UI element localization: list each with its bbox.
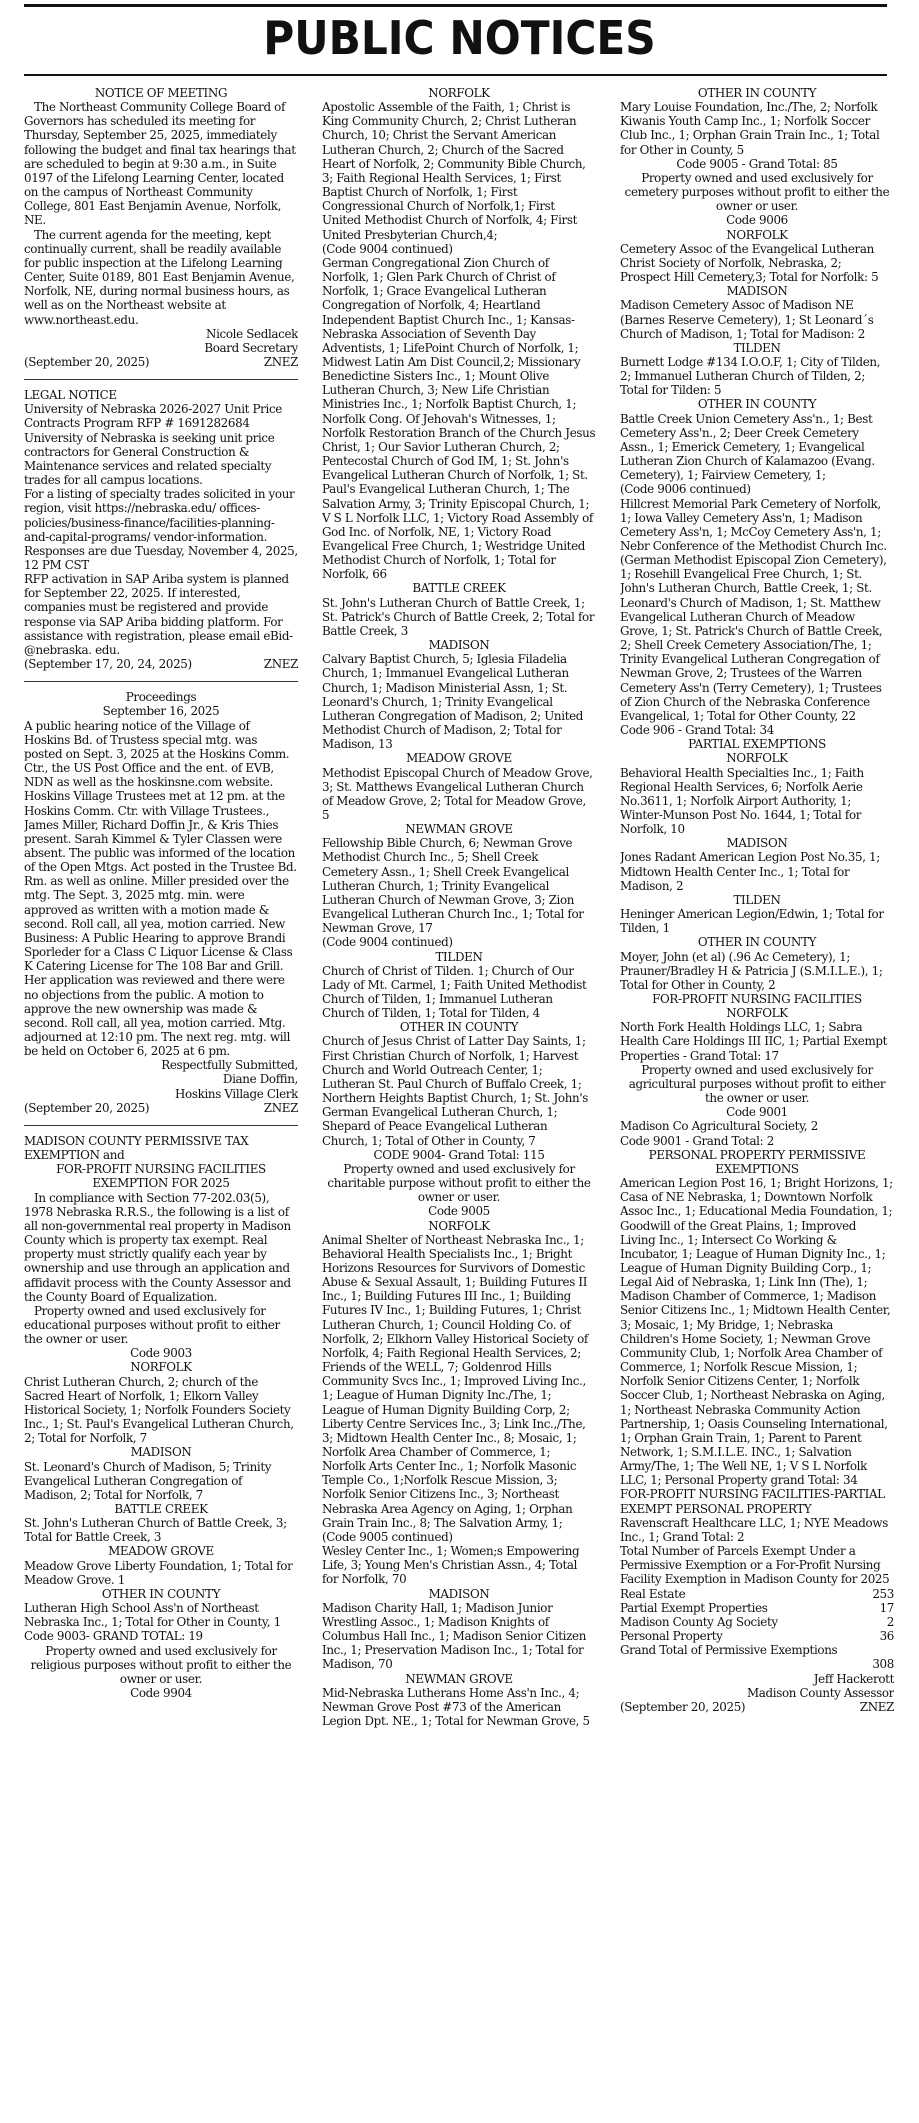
publish-code: ZNEZ	[263, 1100, 298, 1115]
publish-date: (September 20, 2025)	[24, 1100, 150, 1115]
section-text: Madison Charity Hall, 1; Madison Junior Wrestling Assoc., 1; Madison Knights of Columbus Hall Inc., 1; Madison Senior Citizen Inc., 1; Preservation Madison Inc., 1; Total for Madison, 70	[322, 1600, 587, 1672]
section-text: Christ Lutheran Church, 2; church of the Sacred Heart of Norfolk, 1; Elkorn Valley Historical Society, 1; Norfolk Founders Society Inc., 1; St. Paul's Evangelical Lutheran Church, 2; Total for Norfolk, 7	[24, 1374, 294, 1446]
section-heading: PERSONAL PROPERTY PERMISSIVE EXEMPTIONS	[648, 1147, 866, 1176]
column-1	[24, 86, 298, 2116]
section-text: Burnett Lodge #134 I.O.O.F, 1; City of Tilden, 2; Immanuel Lutheran Church of Tilden, 2; Total for Tilden: 5	[620, 354, 881, 398]
section-heading: BATTLE CREEK	[114, 1502, 208, 1516]
section-text: American Legion Post 16, 1; Bright Horizons, 1; Casa of NE Nebraska, 1; Downtown Norfolk Assoc Inc., 1; Educational Media Foundation, 1; Goodwill of the Great Plains, 1; Improved Living Inc., 1; Intersect Co Working & Incubator, 1; League of Human Dignity Inc., 1; League of Human Dignity Building Corp., 1; Legal Aid of Nebraska, 1; Link Inn (The), 1; Madison Chamber of Commerce, 1; Madison Senior Citizens Inc., 1; Midtown Health Center, 3; Mosaic, 1; My Bridge, 1; Nebraska Children's Home Society, 1; Newman Grove Community Club, 1; Norfolk Area Chamber of Commerce, 1; Norfolk Rescue Mission, 1; Norfolk Senior Citizens Center, 1; Norfolk Soccer Club, 1; Northeast Nebraska on Aging, 1; Northeast Nebraska Community Action Partnership, 1; Oasis Counseling International, 1; Orphan Grain Train, 1; Parent to Parent Network, 1; S.M.I.L.E. INC., 1; Salvation Army/The, 1; The Well NE, 1; V S L Norfolk LLC, 1; Personal Property grand Total: 34	[620, 1176, 893, 1488]
section-text: Madison Co Agricultural Society, 2	[620, 1119, 818, 1134]
section-text: Mary Louise Foundation, Inc./The, 2; Norfolk Kiwanis Youth Camp Inc., 1; Norfolk Soccer Club Inc., 1; Orphan Grain Train Inc., 1; Total for Other in County, 5	[620, 100, 880, 157]
total-row	[620, 1587, 894, 1601]
section-text: Cemetery Assoc of the Evangelical Lutheran Christ Society of Norfolk, Nebraska, 2; Prospect Hill Cemetery,3; Total for Norfolk: 5	[620, 241, 879, 285]
section-heading: NEWMAN GROVE	[405, 1671, 513, 1686]
section-text: Calvary Baptist Church, 5; Iglesia Filadelia Church, 1; Immanuel Evangelical Lutheran Church, 1; Madison Ministerial Assn, 1; St. Leonard's Church, 1; Trinity Evangelical Lutheran Congregation of Madison, 2; United Methodist Church of Madison, 2; Total for Madison, 13	[322, 652, 584, 752]
signature-name: Jeff Hackerott	[813, 1671, 894, 1686]
notice-columns	[24, 86, 896, 2116]
section-text: Heninger American Legion/Edwin, 1; Total for Tilden, 1	[620, 907, 884, 936]
code-heading: Code 9006	[726, 213, 788, 228]
section-heading: NORFOLK	[726, 1006, 788, 1021]
section-text: Lutheran High School Ass'n of Northeast Nebraska Inc., 1; Total for Other in County, 1	[24, 1601, 281, 1630]
section-text: St. John's Lutheran Church of Battle Creek, 1; St. Patrick's Church of Battle Creek, 2; Total for Battle Creek, 3	[322, 595, 595, 638]
section-heading: PARTIAL EXEMPTIONS	[688, 737, 826, 752]
section-heading: NORFOLK	[726, 751, 788, 766]
signature-title: Board Secretary	[204, 340, 298, 355]
section-heading: NORFOLK	[428, 86, 490, 100]
section-heading: OTHER IN COUNTY	[697, 86, 817, 100]
notice-paragraph: University of Nebraska 2026-2027 Unit Price Contracts Program RFP # 1691282684	[24, 402, 282, 431]
section-heading: FOR-PROFIT NURSING FACILITIES-PARTIAL EXEMPT PERSONAL PROPERTY	[620, 1487, 885, 1516]
section-heading: OTHER IN COUNTY	[101, 1586, 221, 1601]
section-heading: MADISON	[130, 1445, 192, 1460]
total-value: 17	[879, 1600, 894, 1615]
notice-paragraph: The Northeast Community College Board of Governors has scheduled its meeting for Thursday, September 25, 2025, immediately following the budget and final tax hearings that are scheduled to begin at 9:30 a.m., in Suite 0197 of the Lifelong Learning Center, located on the campus of Northeast Community College, 801 East Benjamin Avenue, Norfolk, NE.	[24, 100, 296, 228]
column-2	[322, 86, 596, 2116]
grand-total-value: 308	[872, 1657, 894, 1672]
notice-paragraph: Property owned and used exclusively for charitable purpose without profit to either the owner or user.	[327, 1161, 591, 1205]
section-text: Total Number of Parcels Exempt Under a Permissive Exemption or a For-Profit Nursing Facility Exemption in Madison County for 2025	[620, 1544, 890, 1587]
notice-subtitle: September 16, 2025	[102, 704, 220, 719]
total-label: Real Estate	[620, 1586, 686, 1601]
section-heading: TILDEN	[435, 949, 483, 964]
publish-date: (September 20, 2025)	[620, 1699, 746, 1714]
grand-total: Code 9001 - Grand Total: 2	[620, 1133, 774, 1148]
notice-of-meeting	[24, 86, 298, 369]
notice-paragraph: University of Nebraska is seeking unit price contractors for General Construction & Maintenance services and related specialty trades for all campus locations.	[24, 430, 275, 488]
section-heading: TILDEN	[733, 892, 781, 907]
section-heading: MADISON	[726, 284, 788, 299]
publish-code: ZNEZ	[263, 354, 298, 369]
section-text: Jones Radant American Legion Post No.35, 1; Midtown Health Center Inc., 1; Total for Madison, 2	[620, 850, 880, 893]
section-heading: BATTLE CREEK	[412, 581, 506, 596]
total-value: 2	[886, 1614, 894, 1629]
grand-total: Code 906 - Grand Total: 34	[620, 723, 774, 738]
section-text: St. John's Lutheran Church of Battle Creek, 3; Total for Battle Creek, 3	[24, 1516, 287, 1545]
signature-title: Hoskins Village Clerk	[175, 1086, 298, 1101]
proceedings-notice	[24, 681, 298, 1115]
section-text: Behavioral Health Specialties Inc., 1; Faith Regional Health Services, 6; Norfolk Aerie No.3611, 1; Norfolk Airport Authority, 1; Winter-Munson Post No. 1644, 1; Total for Norfolk, 10	[620, 765, 864, 837]
section-heading: NORFOLK	[428, 1218, 490, 1233]
notice-paragraph: In compliance with Section 77-202.03(5), 1978 Nebraska R.R.S., the following is a list of all non-governmental real property in Madison County which is property tax exempt. Real property must strictly qualify each year by ownership and use through an application and affidavit process with the County Assessor and the County Board of Equalization.	[24, 1190, 291, 1304]
section-heading: TILDEN	[733, 340, 781, 355]
total-label: Personal Property	[620, 1629, 723, 1644]
notice-paragraph: The current agenda for the meeting, kept continually current, shall be readily available for public inspection at the Lifelong Learning Center, Suite 0189, 801 East Benjamin Avenue, Norfolk, NE, during normal business hours, as well as on the Northeast website at www.northeast.edu.	[24, 227, 295, 327]
section-heading: NEWMAN GROVE	[405, 822, 513, 837]
publish-date: (September 20, 2025)	[24, 354, 150, 369]
continued-label: (Code 9004 continued)	[322, 935, 453, 950]
code-heading: Code 9003	[130, 1346, 192, 1361]
notice-title: Proceedings	[125, 690, 197, 705]
section-text: Madison Cemetery Assoc of Madison NE (Barnes Reserve Cemetery), 1; St Leonard´s Church of Madison, 1; Total for Madison: 2	[620, 298, 874, 341]
grand-total: CODE 9004- Grand Total: 115	[373, 1147, 545, 1162]
code-heading: Code 9005	[428, 1204, 490, 1219]
section-text: Ravenscraft Healthcare LLC, 1; NYE Meadows Inc., 1; Grand Total: 2	[620, 1515, 888, 1544]
section-text: Wesley Center Inc., 1; Women;s Empowering Life, 3; Young Men's Christian Assn., 4; Total for Norfolk, 70	[322, 1544, 580, 1587]
tax-exemption-notice	[24, 1125, 298, 1700]
notice-heading: MADISON COUNTY PERMISSIVE TAX EXEMPTION and	[24, 1133, 249, 1163]
section-text: German Congregational Zion Church of Norfolk, 1; Glen Park Church of Christ of Norfolk, 1; Grace Evangelical Lutheran Congregation of Norfolk, 4; Heartland Independent Baptist Church Inc., 1; Kansas-Nebraska Association of Seventh Day Adventists, 1; LifePoint Church of Norfolk, 1; Midwest Latin Am Dist Council,2; Missionary Benedictine Sisters Inc., 1; Mount Olive Lutheran Church, 3; New Life Christian Ministries Inc., 1; Norfolk Baptist Church, 1; Norfolk Cong. Of Jehovah's Witnesses, 1; Norfolk Restoration Branch of the Church Jesus Christ, 1; Our Savior Lutheran Church, 2; Pentecostal Church of God IM, 1; St. John's Evangelical Lutheran Church of Norfolk, 1; St. Paul's Evangelical Lutheran Church, 1; The Salvation Army, 3; Trinity Episcopal Church, 1; V S L Norfolk LLC, 1; Victory Road Assembly of God Inc. of Norfolk, NE, 1; Victory Road Evangelical Free Church, 1; Westridge United Methodist Church of Norfolk, 1; Total for Norfolk, 66	[322, 255, 596, 582]
total-row	[620, 1601, 894, 1615]
top-rule	[24, 4, 887, 7]
notice-paragraph: Property owned and used exclusively for educational purposes without profit to either the owner or user.	[24, 1303, 280, 1347]
section-heading: MADISON	[726, 836, 788, 851]
continued-label: (Code 9006 continued)	[620, 482, 751, 497]
section-text: Methodist Episcopal Church of Meadow Grove, 3; St. Matthews Evangelical Lutheran Church of Meadow Grove, 2; Total for Meadow Grove, 5	[322, 765, 593, 822]
section-text: Meadow Grove Liberty Foundation, 1; Total for Meadow Grove. 1	[24, 1558, 293, 1587]
grand-total: Code 9003- GRAND TOTAL: 19	[24, 1629, 203, 1644]
page-title: PUBLIC NOTICES	[263, 11, 656, 65]
notice-paragraph: Property owned and used exclusively for religious purposes without profit to either the owner or user.	[30, 1643, 292, 1686]
section-text: Apostolic Assemble of the Faith, 1; Christ is King Community Church, 2; Christ Lutheran Church, 10; Christ the Servant American Lutheran Church, 2; Church of the Sacred Heart of Norfolk, 2; Community Bible Church, 3; Faith Regional Health Services, 1; First Baptist Church of Norfolk, 1; First Congressional Church of Norfolk,1; First United Methodist Church of Norfolk, 4; First United Presbyterian Church,4;	[322, 100, 586, 242]
notice-heading: FOR-PROFIT NURSING FACILITIES EXEMPTION FOR 2025	[56, 1162, 266, 1191]
grand-total: Code 9005 - Grand Total: 85	[676, 156, 838, 171]
section-heading: NORFOLK	[130, 1360, 192, 1375]
notice-paragraph: Responses are due Tuesday, November 4, 2025, 12 PM CST	[24, 543, 298, 572]
signature-line: Respectfully Submitted,	[161, 1058, 298, 1073]
continued-label: (Code 9005 continued)	[322, 1529, 453, 1544]
notice-paragraph: A public hearing notice of the Village of Hoskins Bd. of Trustess special mtg. was posted on Sept. 3, 2025 at the Hoskins Comm. Ctr., the US Post Office and the ent. of EVB, NDN as well as the hoskinsne.com website. Hoskins Village Trustees met at 12 pm. at the Hoskins Comm. Ctr. with Village Trustees., James Miller, Richard Doffin Jr., & Kris Thies present. Sarah Kimmel & Tyler Classen were absent. The public was informed of the location of the Open Mtgs. Act posted in the Trustee Bd. Rm. as well as online. Miller presided over the mtg. The Sept. 3, 2025 mtg. min. were approved as written with a motion made & second. Roll call, all yea, motion carried. New Business: A Public Hearing to approve Brandi Sporleder for a Class C Liquor License & Class K Catering License for The 108 Bar and Grill. Her application was reviewed and there were no objections from the public. A motion to approve the new ownership was made & second. Roll call, all yea, motion carried. Mtg. adjourned at 12:10 pm. The next reg. mtg. will be held on October 6, 2025 at 6 pm.	[24, 718, 297, 1059]
grand-total-label: Grand Total of Permissive Exemptions	[620, 1643, 838, 1658]
publish-date: (September 17, 20, 24, 2025)	[24, 657, 192, 672]
section-heading: OTHER IN COUNTY	[697, 397, 817, 412]
notice-title: LEGAL NOTICE	[24, 388, 117, 403]
section-heading: MEADOW GROVE	[406, 751, 512, 766]
total-label: Partial Exempt Properties	[620, 1600, 768, 1615]
signature-name: Nicole Sedlacek	[206, 326, 298, 341]
total-row	[620, 1629, 894, 1643]
legal-notice	[24, 379, 298, 671]
section-heading: MADISON	[428, 1586, 490, 1601]
publish-code: ZNEZ	[263, 657, 298, 672]
code-heading: Code 9001	[726, 1105, 788, 1120]
section-heading: NORFOLK	[726, 227, 788, 242]
total-row	[620, 1615, 894, 1629]
section-text: Mid-Nebraska Lutherans Home Ass'n Inc., 4; Newman Grove Post #73 of the American Legion Dpt. NE., 1; Total for Newman Grove, 5	[322, 1685, 590, 1728]
signature-name: Diane Doffin,	[222, 1072, 298, 1087]
section-text: Moyer, John (et al) (.96 Ac Cemetery), 1; Prauner/Bradley H & Patricia J (S.M.I.L.E.), 1; Total for Other in County, 2	[620, 949, 883, 992]
section-heading: OTHER IN COUNTY	[697, 935, 817, 950]
section-text: Church of Jesus Christ of Latter Day Saints, 1; First Christian Church of Norfolk, 1; Harvest Church and World Outreach Center, 1; Lutheran St. Paul Church of Buffalo Creek, 1; Northern Heights Baptist Church, 1; St. John's German Evangelical Lutheran Church, 1; Shepard of Peace Evangelical Lutheran Church, 1; Total of Other in County, 7	[322, 1034, 588, 1148]
column-3	[620, 86, 894, 2116]
notice-paragraph: Property owned and used exclusively for agricultural purposes without profit to either the owner or user.	[628, 1062, 886, 1106]
section-text: Fellowship Bible Church, 6; Newman Grove Methodist Church Inc., 5; Shell Creek Cemetery Assn., 1; Shell Creek Evangelical Lutheran Church, 1; Trinity Evangelical Lutheran Church of Newman Grove, 3; Zion Evangelical Lutheran Church Inc., 1; Total for Newman Grove, 17	[322, 836, 584, 936]
total-value: 36	[879, 1629, 894, 1644]
section-text: St. Leonard's Church of Madison, 5; Trinity Evangelical Lutheran Congregation of Madison, 2; Total for Norfolk, 7	[24, 1459, 272, 1502]
section-text: Battle Creek Union Cemetery Ass'n., 1; Best Cemetery Ass'n., 2; Deer Creek Cemetery Assn., 1; Emerick Cemetery, 1; Evangelical Lutheran Zion Church of Kalamazoo (Evang. Cemetery), 1; Fairview Cemetery, 1;	[620, 411, 875, 483]
continued-label: (Code 9004 continued)	[322, 241, 453, 256]
section-text: Animal Shelter of Northeast Nebraska Inc., 1; Behavioral Health Specialists Inc., 1; Bright Horizons Resources for Survivors of Domestic Abuse & Sexual Assault, 1; Building Futures II Inc., 1; Building Futures III Inc., 1; Building Futures IV Inc., 1; Building Futures, 1; Christ Lutheran Church, 1; Council Holding Co. of Norfolk, 2; Elkhorn Valley Historical Society of Norfolk, 4; Faith Regional Health Services, 2; Friends of the WELL, 7; Goldenrod Hills Community Svcs Inc., 1; Improved Living Inc., 1; League of Human Dignity Inc./The, 1; League of Human Dignity Building Corp, 2; Liberty Centre Services Inc., 3; Link Inc.,/The, 3; Midtown Health Center Inc., 8; Mosaic, 1; Norfolk Area Chamber of Commerce, 1; Norfolk Arts Center Inc., 1; Norfolk Masonic Temple Co., 1;Norfolk Rescue Mission, 3; Norfolk Senior Citizens Inc., 3; Northeast Nebraska Area Agency on Aging, 1; Orphan Grain Train Inc., 8; The Salvation Army, 1;	[322, 1232, 588, 1530]
header-rule	[24, 74, 887, 76]
signature-title: Madison County Assessor	[746, 1685, 894, 1700]
section-heading: FOR-PROFIT NURSING FACILITIES	[652, 992, 862, 1006]
code-heading: Code 9904	[130, 1686, 192, 1701]
section-text: Hillcrest Memorial Park Cemetery of Norfolk, 1; Iowa Valley Cemetery Ass'n, 1; Madison Cemetery Ass'n, 1; McCoy Cemetery Ass'n, 1; Nebr Conference of the Methodist Church Inc. (German Methodist Episcopal Zion Cemetery), 1; Rosehill Evangelical Free Church, 1; St. John's Lutheran Church, Battle Creek, 1; St. Leonard's Church of Madison, 1; St. Matthew Evangelical Lutheran Church of Meadow Grove, 1; St. Patrick's Church of Battle Creek, 2; Shell Creek Cemetery Association/The, 1; Trinity Evangelical Lutheran Congregation of Newman Grove, 2; Trustees of the Warren Cemetery Ass'n (Terry Cemetery), 1; Trustees of Zion Church of the Nebraska Conference Evangelical, 1; Total for Other County, 22	[620, 496, 887, 723]
section-text: Church of Christ of Tilden. 1; Church of Our Lady of Mt. Carmel, 1; Faith United Methodist Church of Tilden, 1; Immanuel Lutheran Church of Tilden, 1; Total for Tilden, 4	[322, 963, 587, 1021]
section-heading: MADISON	[428, 638, 490, 653]
notice-title: NOTICE OF MEETING	[94, 86, 228, 100]
section-heading: OTHER IN COUNTY	[399, 1020, 519, 1035]
notice-paragraph: For a listing of specialty trades solicited in your region, visit https://nebraska.edu/ offices-policies/business-finance/facilities-planning-and-capital-programs/ vendor-information.	[24, 487, 295, 544]
notice-paragraph: RFP activation in SAP Ariba system is planned for September 22, 2025. If interested, companies must be registered and provide response via SAP Ariba bidding platform. For assistance with registration, please email eBid-@nebraska. edu.	[24, 572, 293, 657]
section-text: North Fork Health Holdings LLC, 1; Sabra Health Care Holdings III IIC, 1; Partial Exempt Properties - Grand Total: 17	[620, 1020, 888, 1063]
publish-code: ZNEZ	[859, 1699, 894, 1714]
total-value: 253	[872, 1586, 894, 1601]
total-label: Madison County Ag Society	[620, 1614, 778, 1629]
notice-paragraph: Property owned and used exclusively for cemetery purposes without profit to either the owner or user.	[624, 170, 890, 214]
section-heading: MEADOW GROVE	[108, 1544, 214, 1559]
